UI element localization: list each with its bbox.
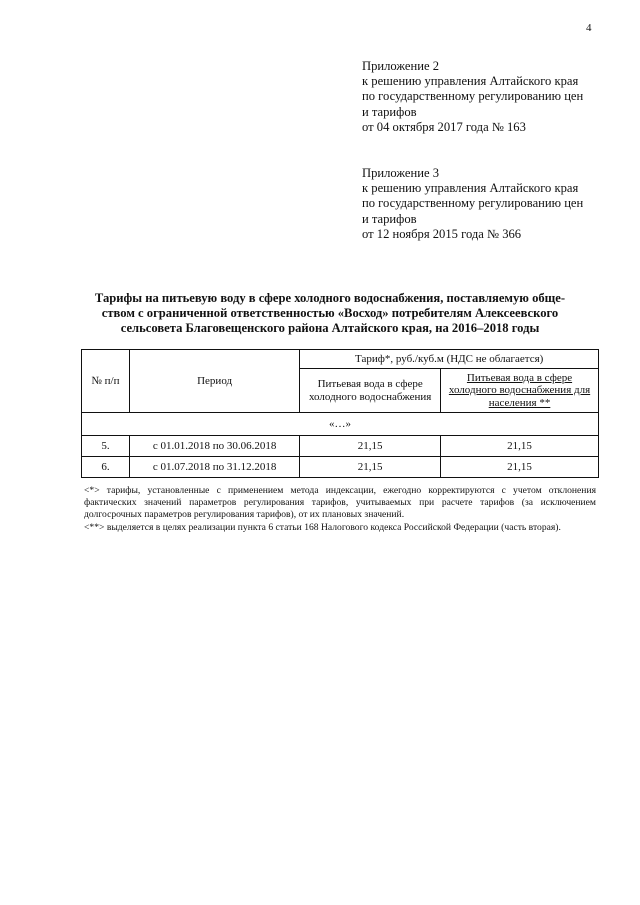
appendix-line: по государственному регулированию цен — [362, 196, 584, 211]
appendix-line: от 04 октября 2017 года № 163 — [362, 119, 526, 134]
header-col-b — [441, 369, 599, 413]
row-num: 5. — [82, 436, 130, 457]
row-period: с 01.07.2018 по 31.12.2018 — [129, 457, 299, 478]
page-number: 4 — [586, 22, 592, 34]
footnotes — [84, 485, 596, 534]
appendix-line: по государственному регулированию цен — [362, 89, 584, 104]
header-col-a: Питьевая вода в сфере холодного водоснабжения — [300, 369, 441, 413]
appendix-line: и тарифов — [362, 211, 417, 226]
row-num: 6. — [82, 457, 130, 478]
title-line: сельсовета Благовещенского района Алтайского края, на 2016–2018 годы — [120, 321, 540, 336]
row-tariff-b: 21,15 — [441, 436, 599, 457]
document-title — [80, 291, 580, 337]
header-col-b-text: Питьевая вода в сфере холодного водоснабжения для населения ** — [448, 371, 591, 409]
title-line: Тарифы на питьевую воду в сфере холодного водоснабжения, поставляемую обще- — [94, 291, 566, 305]
tariff-table — [81, 349, 599, 478]
footnote-2: <**> выделяется в целях реализации пункта 6 статьи 168 Налогового кодекса Российской Федерации (часть вторая). — [84, 521, 561, 533]
appendix-line: Приложение 3 — [362, 166, 440, 180]
header-period: Период — [129, 350, 299, 413]
title-line: ством с ограниченной ответственностью «Восход» потребителям Алексеевского — [101, 306, 559, 321]
row-tariff-a: 21,15 — [300, 436, 441, 457]
footnote-1: <*> тарифы, установленные с применением метода индексации, ежегодно корректируются с учетом отклонения фактических значений параметров регулирования тарифов, учитываемых при расчете тарифов (за исключением долгосрочных параметров регулирования тарифов), от их плановых значений. — [84, 485, 596, 521]
appendix-line: и тарифов — [362, 104, 417, 119]
row-period: с 01.01.2018 по 30.06.2018 — [129, 436, 299, 457]
appendix-line: к решению управления Алтайского края — [362, 181, 579, 196]
row-tariff-b: 21,15 — [441, 457, 599, 478]
table-row — [82, 457, 599, 478]
row-tariff-a: 21,15 — [300, 457, 441, 478]
header-num: № п/п — [82, 350, 130, 413]
header-tariff-group: Тариф*, руб./куб.м (НДС не облагается) — [300, 350, 599, 369]
appendix-2-header — [362, 59, 612, 135]
appendix-3-header — [362, 166, 612, 242]
ellipsis-cell: «…» — [82, 413, 599, 436]
appendix-line: к решению управления Алтайского края — [362, 74, 579, 89]
appendix-line: от 12 ноября 2015 года № 366 — [362, 226, 522, 241]
table-row — [82, 436, 599, 457]
appendix-line: Приложение 2 — [362, 59, 440, 73]
